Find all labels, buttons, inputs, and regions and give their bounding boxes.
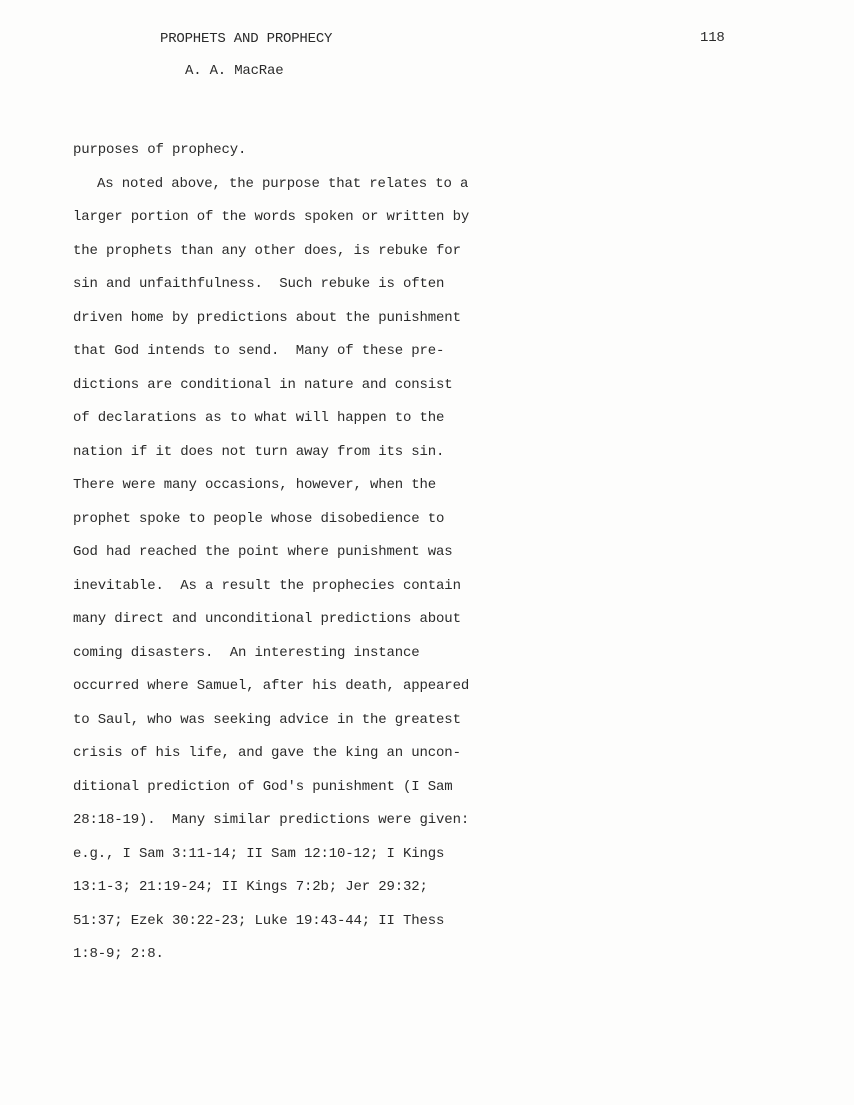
text-line: driven home by predictions about the punishment xyxy=(73,309,461,326)
text-line: nation if it does not turn away from its sin. xyxy=(73,443,445,460)
text-line: There were many occasions, however, when the xyxy=(73,477,437,493)
text-line: prophet spoke to people whose disobedience to xyxy=(73,510,445,527)
text-line: As noted above, the purpose that relates to a xyxy=(97,175,469,192)
text-line: larger portion of the words spoken or written by xyxy=(73,209,470,225)
text-line: to Saul, who was seeking advice in the greatest xyxy=(73,711,461,728)
text-line: e.g., I Sam 3:11-14; II Sam 12:10-12; I Kings xyxy=(73,845,445,862)
text-line: sin and unfaithfulness. Such rebuke is often xyxy=(73,276,445,292)
text-line: 13:1-3; 21:19-24; II Kings 7:2b; Jer 29:32; xyxy=(73,879,428,895)
text-line: crisis of his life, and gave the king an uncon- xyxy=(73,745,461,761)
text-line: 28:18-19). Many similar predictions were given: xyxy=(73,812,470,828)
text-line: of declarations as to what will happen to the xyxy=(73,410,445,426)
text-line: purposes of prophecy. xyxy=(73,142,247,158)
text-line: occurred where Samuel, after his death, appeared xyxy=(73,678,470,694)
text-line: inevitable. As a result the prophecies contain xyxy=(73,577,461,594)
page-number: 118 xyxy=(700,30,725,46)
text-line: ditional prediction of God's punishment (I Sam xyxy=(73,778,453,795)
text-line: God had reached the point where punishment was xyxy=(73,544,453,560)
text-line: dictions are conditional in nature and consist xyxy=(73,376,453,393)
author: A. A. MacRae xyxy=(185,63,284,79)
text-line: the prophets than any other does, is rebuke for xyxy=(73,242,461,259)
body-text xyxy=(73,141,493,979)
text-line: 1:8-9; 2:8. xyxy=(73,946,164,962)
text-line: that God intends to send. Many of these pre- xyxy=(73,343,445,359)
running-title: PROPHETS AND PROPHECY xyxy=(160,31,333,47)
text-line: many direct and unconditional predictions about xyxy=(73,611,461,627)
text-line: 51:37; Ezek 30:22-23; Luke 19:43-44; II Thess xyxy=(73,912,445,929)
text-line: coming disasters. An interesting instance xyxy=(73,644,420,661)
